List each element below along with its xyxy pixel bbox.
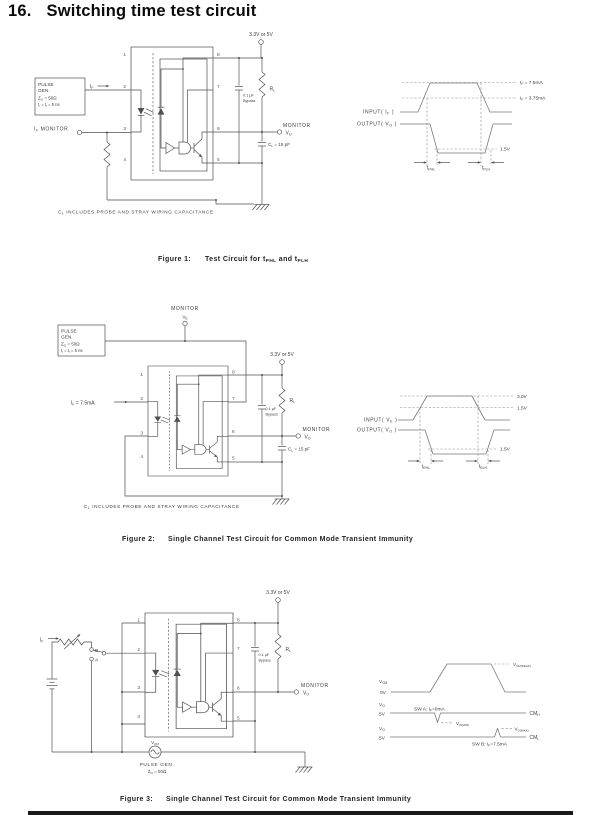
pulse-gen-impedance: $Z_O = 50\Omega$: [61, 341, 80, 348]
caption-text: Single Channel Test Circuit for Common Mode Transient Immunity: [168, 536, 414, 543]
supply-label: 3.3V or 5V: [270, 352, 294, 358]
switch-b-label: B: [95, 649, 99, 654]
pin-number: 1: [123, 53, 126, 58]
figure2-caption: [122, 536, 413, 543]
tplh-label: $t_{PLH}$: [482, 165, 490, 172]
figure2-package: [140, 366, 235, 476]
vo-label: $V_O$: [304, 434, 311, 441]
figure2-labels: [61, 306, 330, 510]
pulse-gen-rise-fall: $t_r = t_f = 5$ ns: [61, 348, 83, 355]
figure2: [58, 306, 528, 543]
threshold-level: 1.5V: [500, 447, 510, 453]
vo-max-label: $V_{O(MAX)}$: [514, 726, 529, 733]
bypass-cap-word: Bypass: [243, 99, 256, 103]
figure2-wiring: [58, 321, 300, 504]
supply-label: 3.3V or 5V: [266, 590, 290, 596]
vo-wave-label: $V_O$: [379, 727, 385, 733]
capacitance-note: $C_L$ INCLUDES PROBE AND STRAY WIRING CAPACITANCE: [84, 504, 240, 511]
rl-label: $R_L$: [285, 647, 292, 654]
figure1-package: [123, 47, 220, 180]
pin-number: 7: [232, 397, 235, 402]
if-drive-label: $I_F = 7.5mA$: [71, 400, 95, 407]
bypass-cap-word: Bypass: [258, 658, 271, 663]
tehl-label: $t_{EHL}$: [422, 464, 430, 471]
pin-number: 4: [137, 715, 140, 720]
capacitance-note: $C_L$ INCLUDES PROBE AND STRAY WIRING CAPACITANCE: [58, 209, 214, 216]
vo-label: $V_O$: [303, 690, 309, 697]
switch-a-label: A: [95, 658, 99, 664]
timing-arrows: [408, 460, 500, 463]
vo-label: $V_O$: [285, 130, 292, 137]
vcm-source-label: $V_{CM}$: [151, 740, 159, 747]
figure3-waveform: [379, 662, 540, 748]
pulse-gen-label: GEN.: [38, 89, 50, 94]
caption-label: Figure 2:: [122, 536, 156, 543]
figure3-labels: [40, 590, 329, 775]
cml-label: $CM_L$: [529, 735, 540, 742]
bypass-cap-value: 0.1 µF: [243, 93, 254, 98]
pulse-gen-label: PULSE GEN.: [139, 763, 175, 768]
wave-output-label: OUTPUT( $V_O$ ): [357, 121, 397, 128]
pin-number: 7: [237, 647, 240, 652]
figure1-labels: [34, 32, 311, 216]
bypass-cap-word: Bypass: [265, 412, 278, 417]
figure1-wiring: [35, 40, 282, 210]
vcm-peak-label: $V_{CM(PEAK)}$: [513, 662, 531, 669]
if-input-label: $I_F$: [40, 637, 44, 644]
pin-number: 3: [137, 686, 140, 691]
pin-number: 5: [237, 716, 240, 722]
if-input-label: $I_F$: [90, 84, 94, 91]
five-volt-label: 5V: [379, 736, 385, 742]
ground-symbol: [253, 205, 270, 211]
timing-arrows: [414, 161, 504, 164]
pin-number: 5: [217, 158, 220, 163]
pin-number: 3: [123, 127, 126, 132]
pin-number: 2: [140, 397, 143, 402]
figure1-waveform: [357, 80, 546, 172]
vo-wave-label: $V_O$: [379, 703, 385, 709]
pin-number: 3: [140, 431, 143, 437]
vcm-wave-label: $V_{CM}$: [379, 680, 388, 686]
figure2-waveform: [357, 394, 528, 470]
cl-value-label: $C_L = 15$ pF: [288, 446, 311, 453]
zero-volt-label: 0V: [380, 691, 386, 696]
pin-number: 1: [140, 373, 143, 378]
ground-symbol: [296, 767, 313, 773]
pin-number: 2: [123, 85, 126, 90]
caption-label: Figure 1:: [158, 256, 192, 263]
monitor-top-label: MONITOR: [171, 306, 199, 312]
ve-label: $V_E$: [182, 315, 188, 321]
pin-number: 6: [217, 127, 220, 132]
switch-b-condition: SW B: $I_F=7.5mA$: [472, 742, 507, 748]
caption-label: Figure 3:: [120, 796, 154, 803]
battery-symbol: [47, 679, 58, 689]
pulse-gen-impedance: $Z_O = 50\Omega$: [147, 769, 167, 776]
pulse-gen-label: PULSE: [38, 83, 54, 88]
bypass-cap-value: 0.1 µF: [265, 407, 277, 411]
pin-number: 8: [232, 370, 235, 376]
pulse-gen-rise-fall: $t_r = t_f = 5$ ns: [38, 102, 60, 109]
wave-output-label: OUTPUT( $V_O$ ): [357, 427, 397, 434]
caption-text: Single Channel Test Circuit for Common Mode Transient Immunity: [166, 796, 412, 803]
vo-min-label: $V_{O(MIN)}$: [456, 721, 469, 728]
pin-number: 8: [217, 53, 220, 58]
figure3-package: [137, 613, 240, 737]
pin-number: 2: [137, 648, 140, 653]
wave-input-label: INPUT( $V_E$ ): [364, 417, 398, 424]
figure1-caption: [158, 256, 308, 264]
wave-input-label: INPUT( $I_F$ ): [363, 109, 395, 116]
threshold-level: 1.5V: [500, 147, 510, 153]
pin-number: 6: [232, 430, 235, 435]
pin-number: 5: [232, 456, 235, 462]
monitor-label: MONITOR: [283, 123, 311, 129]
section-title-text: Switching time test circuit: [46, 2, 257, 20]
pulse-gen-label: GEN.: [61, 335, 73, 341]
tphl-label: $t_{PHL}$: [427, 165, 435, 172]
figure3-caption: [120, 796, 411, 803]
cl-value-label: $C_L = 15$ pF: [268, 142, 291, 149]
figure3: [40, 590, 540, 803]
monitor-label: MONITOR: [302, 427, 331, 433]
pin-number: 7: [217, 85, 220, 90]
figure1: [34, 32, 546, 264]
pin-number: 8: [237, 618, 240, 624]
pin-number: 1: [137, 618, 140, 624]
ground-symbol: [273, 499, 290, 505]
level-1v5: 1.5V: [517, 406, 527, 412]
section-number: 16.: [8, 2, 32, 20]
bypass-cap-value: 0.1 µF: [258, 653, 270, 657]
supply-label: 3.3V or 5V: [249, 32, 273, 38]
pulse-gen-label: PULSE: [61, 329, 77, 335]
pulse-gen-impedance: $Z_O = 50\Omega$: [38, 95, 57, 102]
telh-label: $t_{ELH}$: [479, 464, 487, 471]
five-volt-label: 5V: [379, 712, 385, 718]
if-high-level: $I_F = 7.5mA$: [520, 81, 543, 87]
pin-number: 6: [237, 686, 240, 692]
rl-label: $R_L$: [289, 398, 296, 405]
monitor-label: MONITOR: [301, 683, 329, 689]
level-3v: 3.0V: [517, 395, 527, 400]
if-monitor-label: $I_F$ MONITOR: [34, 126, 69, 133]
page-bottom-rule: [28, 811, 573, 815]
pin-number: 4: [123, 158, 126, 163]
caption-text: Test Circuit for tPHL and tPLH: [205, 256, 309, 265]
pin-number: 4: [140, 455, 143, 460]
switch-a-condition: SW A: $I_F=0mA$: [414, 707, 445, 713]
if-mid-level: $I_F = 3.75mA$: [520, 96, 546, 102]
cmh-label: $CM_H$: [529, 711, 540, 718]
rl-label: $R_L$: [269, 86, 276, 93]
